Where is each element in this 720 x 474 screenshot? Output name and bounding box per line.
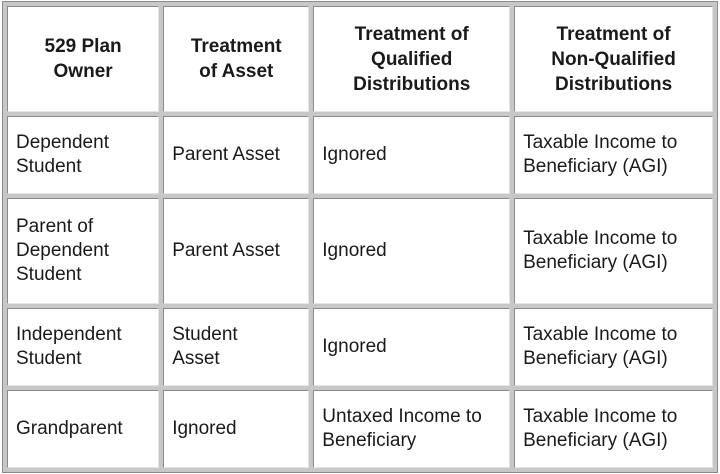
cell-plan-owner: Grandparent [7, 390, 159, 468]
cell-treatment-of-asset: Ignored [163, 390, 309, 468]
column-header-plan-owner: 529 Plan Owner [7, 6, 159, 112]
cell-treatment-of-asset: Student Asset [163, 308, 309, 386]
cell-plan-owner: Independent Student [7, 308, 159, 386]
table-header-row [7, 6, 713, 112]
table-row [7, 308, 713, 386]
table-row [7, 390, 713, 468]
column-header-non-qualified-distributions: Treatment of Non-Qualified Distributions [514, 6, 713, 112]
cell-non-qualified-distributions: Taxable Income to Beneficiary (AGI) [514, 390, 713, 468]
cell-non-qualified-distributions: Taxable Income to Beneficiary (AGI) [514, 116, 713, 194]
cell-treatment-of-asset: Parent Asset [163, 116, 309, 194]
cell-treatment-of-asset: Parent Asset [163, 198, 309, 304]
cell-qualified-distributions: Ignored [313, 308, 510, 386]
cell-non-qualified-distributions: Taxable Income to Beneficiary (AGI) [514, 198, 713, 304]
cell-plan-owner: Parent of Dependent Student [7, 198, 159, 304]
table-row [7, 116, 713, 194]
cell-qualified-distributions: Untaxed Income to Beneficiary [313, 390, 510, 468]
column-header-treatment-of-asset: Treatment of Asset [163, 6, 309, 112]
cell-non-qualified-distributions: Taxable Income to Beneficiary (AGI) [514, 308, 713, 386]
cell-qualified-distributions: Ignored [313, 198, 510, 304]
cell-qualified-distributions: Ignored [313, 116, 510, 194]
table-row [7, 198, 713, 304]
529-plan-treatment-table [2, 1, 718, 473]
column-header-qualified-distributions: Treatment of Qualified Distributions [313, 6, 510, 112]
cell-plan-owner: Dependent Student [7, 116, 159, 194]
